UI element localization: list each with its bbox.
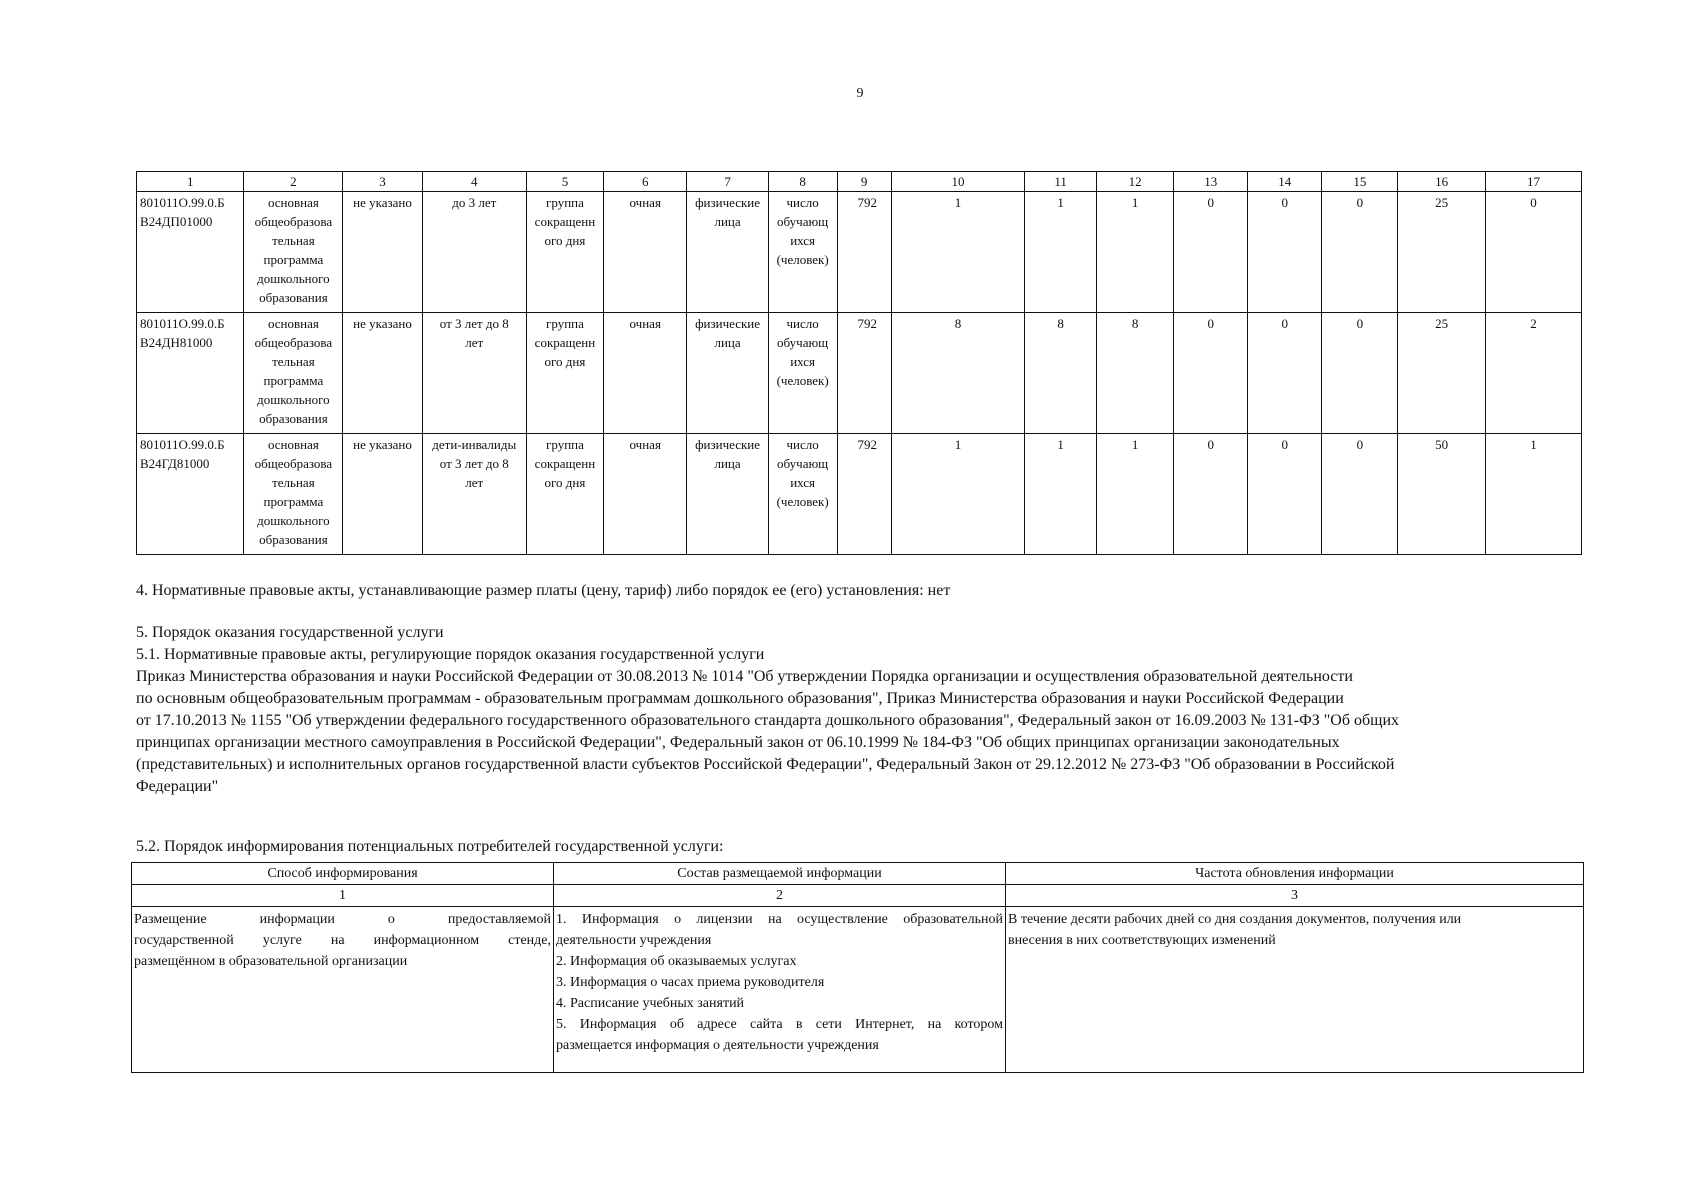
cell-line: программа [263,373,324,388]
cell-line: сокращенн [534,456,596,471]
section-5-1-paragraph [136,666,1596,798]
paragraph-line: Федерации" [136,778,219,795]
cell-line: физические [695,195,761,210]
cell-line: ихся [790,354,816,369]
cell-line: от 3 лет до 8 [439,456,509,471]
cell-line: ого дня [544,475,586,490]
section-4-text: 4. Нормативные правовые акты, устанавливающие размер платы (цену, тариф) либо порядок ее (его) установления: нет [136,582,951,599]
cell-line: очная [629,195,661,210]
cell-line: основная [267,195,319,210]
cell-line: лица [714,456,741,471]
page-number: 9 [856,86,864,101]
table1-header-cell: 8 [768,172,837,192]
table1-header-cell: 15 [1322,172,1398,192]
cell-line: общеобразова [254,214,333,229]
paragraph-line: (представительных) и исполнительных органов государственной власти субъектов Российской Федерации", Федеральный Закон от 29.12.2012 № 273-ФЗ "Об образовании в Российской [136,756,1395,773]
cell-line: от 3 лет до 8 [439,316,509,331]
cell-line: группа [546,195,584,210]
paragraph-line: от 17.10.2013 № 1155 "Об утверждении федерального государственного образовательного стандарта дошкольного образования", Федеральный закон от 16.09.2003 № 131-ФЗ "Об общих [136,712,1400,729]
table1-value-cell: 25 [1398,313,1486,434]
table1-header-cell: 17 [1485,172,1581,192]
table1-header-cell: 5 [526,172,603,192]
content-line: 1. Информация о лицензии на осуществление образовательной [556,912,1003,927]
table1-row [137,313,1582,434]
table2-number-row [132,885,1584,907]
table1-value-cell: 0 [1174,313,1248,434]
cell-line: ого дня [544,233,586,248]
cell-line: число [786,437,819,452]
table1-row [137,192,1582,313]
table1-cell [422,313,526,434]
table1-header-cell: 14 [1248,172,1322,192]
table2-header-cell: Частота обновления информации [1006,863,1584,885]
cell-line: не указано [353,195,412,210]
table2-header-cell: Состав размещаемой информации [554,863,1006,885]
content-line: деятельности учреждения [556,933,712,948]
cell-line: обучающ [777,214,829,229]
cell-line: дошкольного [257,271,330,286]
table1-header-cell: 10 [891,172,1024,192]
table1-value-cell: 0 [1485,192,1581,313]
paragraph-line: по основным общеобразовательным программам - образовательным программам дошкольного образования", Приказ Министерства образования и науки Российской Федерации [136,690,1344,707]
table1-value-cell: 8 [891,313,1024,434]
paragraph-line: принципах организации местного самоуправления в Российской Федерации", Федеральный закон от 06.10.1999 № 184-ФЗ "Об общих принципах организации законодательных [136,734,1340,751]
table1-header-cell: 7 [687,172,768,192]
information-content-cell [554,907,1006,1073]
cell-line: (человек) [776,373,829,388]
table1-program-cell [244,313,343,434]
cell-line: дошкольного [257,392,330,407]
table1-cell [526,313,603,434]
table1-cell [687,434,768,555]
table1-header-cell: 16 [1398,172,1486,192]
cell-line: группа [546,437,584,452]
table1-program-cell [244,434,343,555]
cell-line: физические [695,437,761,452]
paragraph-line: Приказ Министерства образования и науки Российской Федерации от 30.08.2013 № 1014 "Об утверждении Порядка организации и осуществления образовательной деятельности [136,668,1353,685]
content-line: 5. Информация об адресе сайта в сети Интернет, на котором [556,1017,1003,1032]
table1-code-cell [137,434,244,555]
table1-cell [768,313,837,434]
cell-line: обучающ [777,456,829,471]
cell-line: обучающ [777,335,829,350]
table1-value-cell: 1 [1025,434,1097,555]
frequency-line: внесения в них соответствующих изменений [1008,933,1276,948]
table1-cell [687,192,768,313]
cell-line: сокращенн [534,335,596,350]
table1-value-cell: 1 [891,192,1024,313]
table2-number-cell: 2 [554,885,1006,907]
cell-line: В24ДН81000 [140,335,213,350]
table1-value-cell: 0 [1174,434,1248,555]
table1-value-cell: 8 [1097,313,1174,434]
informing-method-cell [132,907,554,1073]
table1-cell [604,192,687,313]
cell-line: ихся [790,233,816,248]
table1-header-cell: 11 [1025,172,1097,192]
cell-line: основная [267,437,319,452]
cell-line: общеобразова [254,456,333,471]
method-line: Размещение информации о предоставляемой [134,912,551,927]
table1-value-cell: 1 [1097,192,1174,313]
cell-line: лица [714,214,741,229]
cell-line: ого дня [544,354,586,369]
table1-cell [343,434,422,555]
cell-line: дошкольного [257,513,330,528]
content-line: 3. Информация о часах приема руководителя [556,975,825,990]
cell-line: группа [546,316,584,331]
cell-line: тельная [272,475,315,490]
table1-value-cell: 792 [837,313,891,434]
table1-header-cell: 12 [1097,172,1174,192]
table2-header-cell: Способ информирования [132,863,554,885]
cell-line: (человек) [776,494,829,509]
table1-value-cell: 0 [1322,434,1398,555]
cell-line: образования [259,411,328,426]
table1-value-cell: 1 [1025,192,1097,313]
frequency-line: В течение десяти рабочих дней со дня создания документов, получения или [1008,912,1462,927]
table1-cell [343,192,422,313]
table1-value-cell: 1 [1485,434,1581,555]
table1-header-cell: 1 [137,172,244,192]
table1-program-cell [244,192,343,313]
table1-value-cell: 0 [1248,192,1322,313]
cell-line: не указано [353,437,412,452]
cell-line: очная [629,316,661,331]
section-5-title: 5. Порядок оказания государственной услуги [136,624,444,641]
cell-line: лет [465,335,484,350]
informing-table [131,862,1584,1073]
table1-value-cell: 25 [1398,192,1486,313]
table1-value-cell: 8 [1025,313,1097,434]
cell-line: 801011О.99.0.Б [140,437,225,452]
cell-line: программа [263,494,324,509]
update-frequency-cell [1006,907,1584,1073]
table1-header-cell: 13 [1174,172,1248,192]
table1-cell [768,192,837,313]
service-volume-table [136,171,1582,555]
cell-line: (человек) [776,252,829,267]
table1-code-cell [137,192,244,313]
cell-line: до 3 лет [452,195,497,210]
table1-value-cell: 792 [837,434,891,555]
cell-line: В24ДП01000 [140,214,213,229]
table1-header-row [137,172,1582,192]
table1-row [137,434,1582,555]
content-line: 2. Информация об оказываемых услугах [556,954,797,969]
table1-cell [526,434,603,555]
cell-line: ихся [790,475,816,490]
cell-line: не указано [353,316,412,331]
cell-line: очная [629,437,661,452]
table1-cell [604,434,687,555]
table1-cell [687,313,768,434]
method-line: размещённом в образовательной организации [134,954,408,969]
table1-value-cell: 50 [1398,434,1486,555]
table1-value-cell: 1 [1097,434,1174,555]
content-line: 4. Расписание учебных занятий [556,996,745,1011]
cell-line: программа [263,252,324,267]
table1-value-cell: 0 [1174,192,1248,313]
table1-value-cell: 0 [1248,313,1322,434]
table1-value-cell: 0 [1248,434,1322,555]
cell-line: тельная [272,233,315,248]
cell-line: лет [465,475,484,490]
method-line: государственной услуге на информационном стенде, [134,933,551,948]
table1-header-cell: 4 [422,172,526,192]
section-5-2-title: 5.2. Порядок информирования потенциальных потребителей государственной услуги: [136,838,724,855]
cell-line: сокращенн [534,214,596,229]
content-line: размещается информация о деятельности учреждения [556,1038,879,1053]
table1-cell [526,192,603,313]
table1-value-cell: 0 [1322,313,1398,434]
table1-cell [422,192,526,313]
table2-row [132,907,1584,1073]
table1-value-cell: 792 [837,192,891,313]
table1-value-cell: 0 [1322,192,1398,313]
table1-cell [422,434,526,555]
cell-line: число [786,316,819,331]
table1-cell [604,313,687,434]
cell-line: физические [695,316,761,331]
cell-line: лица [714,335,741,350]
table2-header-row [132,863,1584,885]
cell-line: тельная [272,354,315,369]
section-5-1-title: 5.1. Нормативные правовые акты, регулирующие порядок оказания государственной услуги [136,646,765,663]
table2-number-cell: 1 [132,885,554,907]
table1-header-cell: 9 [837,172,891,192]
cell-line: дети-инвалиды [432,437,517,452]
table1-cell [768,434,837,555]
table1-header-cell: 2 [244,172,343,192]
table2-number-cell: 3 [1006,885,1584,907]
table1-cell [343,313,422,434]
cell-line: общеобразова [254,335,333,350]
table1-header-cell: 3 [343,172,422,192]
cell-line: число [786,195,819,210]
cell-line: образования [259,532,328,547]
table1-value-cell: 2 [1485,313,1581,434]
cell-line: 801011О.99.0.Б [140,195,225,210]
table1-header-cell: 6 [604,172,687,192]
cell-line: В24ГД81000 [140,456,210,471]
cell-line: 801011О.99.0.Б [140,316,225,331]
cell-line: основная [267,316,319,331]
table1-value-cell: 1 [891,434,1024,555]
cell-line: образования [259,290,328,305]
table1-code-cell [137,313,244,434]
